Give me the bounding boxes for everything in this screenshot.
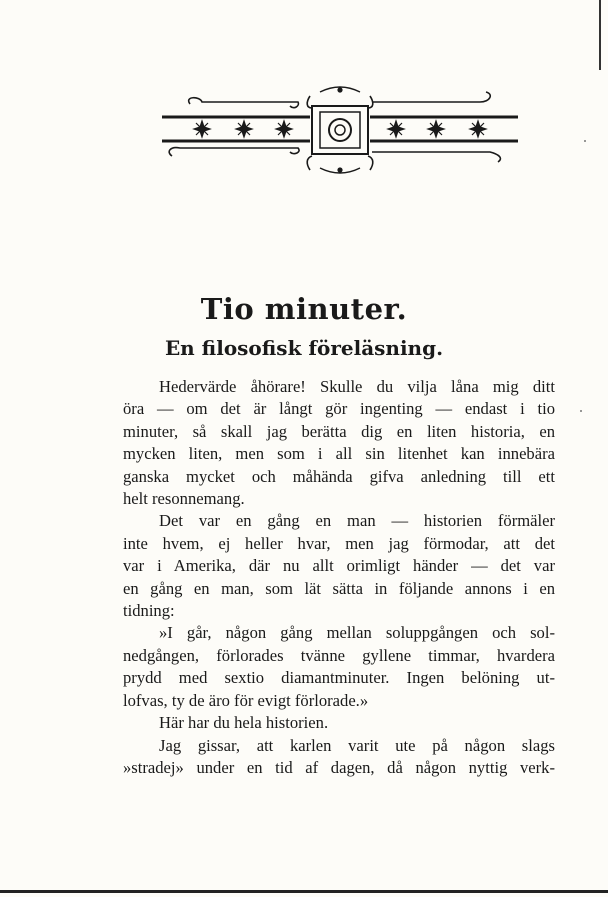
text-line: Här har du hela historien.: [159, 713, 329, 733]
text-line: nedgången, förlorades tvänne gyllene timmar, hvardera: [123, 645, 555, 665]
chapter-title: Tio minuter.: [200, 292, 408, 326]
text-line: Jag gissar, att karlen varit ute på någon slags: [159, 735, 555, 755]
text-line: tidning:: [123, 601, 175, 621]
text-line: ganska mycket och måhända gifva anledning till ett: [123, 466, 555, 486]
page-right-edge: [599, 0, 601, 70]
text-line: mycken liten, men som i all sin litenhet kan innebära: [123, 444, 555, 464]
text-line: minuter, så skall jag berätta dig en liten historia, en: [123, 421, 555, 441]
text-line: »stradej» under en tid af dagen, då någon nyttig verk-: [123, 757, 555, 777]
text-line: Hedervärde åhörare! Skulle du vilja låna mig ditt: [159, 377, 555, 396]
text-line: prydd med sextio diamantminuter. Ingen belöning ut-: [123, 668, 555, 688]
text-line: »I går, någon gång mellan soluppgången och sol-: [159, 623, 555, 643]
text-line: Det var en gång en man — historien förmäler: [159, 511, 555, 531]
paper-speck: [580, 410, 582, 412]
text-line: inte hvem, ej heller hvar, men jag förmodar, att det: [123, 533, 555, 553]
text-line: lofvas, ty de äro för evigt förlorade.»: [123, 690, 369, 710]
text-line: en gång en man, som lät sätta in följande annons i en: [123, 578, 555, 598]
paper-speck: [584, 140, 586, 142]
text-line: helt resonnemang.: [123, 489, 245, 509]
page-bottom-edge: [0, 890, 608, 893]
decorative-header-ornament: [160, 82, 520, 178]
chapter-subtitle: En filosofisk föreläsning.: [164, 336, 444, 360]
body-text: [123, 376, 555, 779]
text-line: öra — om det är långt gör ingenting — endast i tio: [123, 399, 555, 419]
text-line: var i Amerika, där nu allt orimligt händer — det var: [123, 556, 555, 576]
